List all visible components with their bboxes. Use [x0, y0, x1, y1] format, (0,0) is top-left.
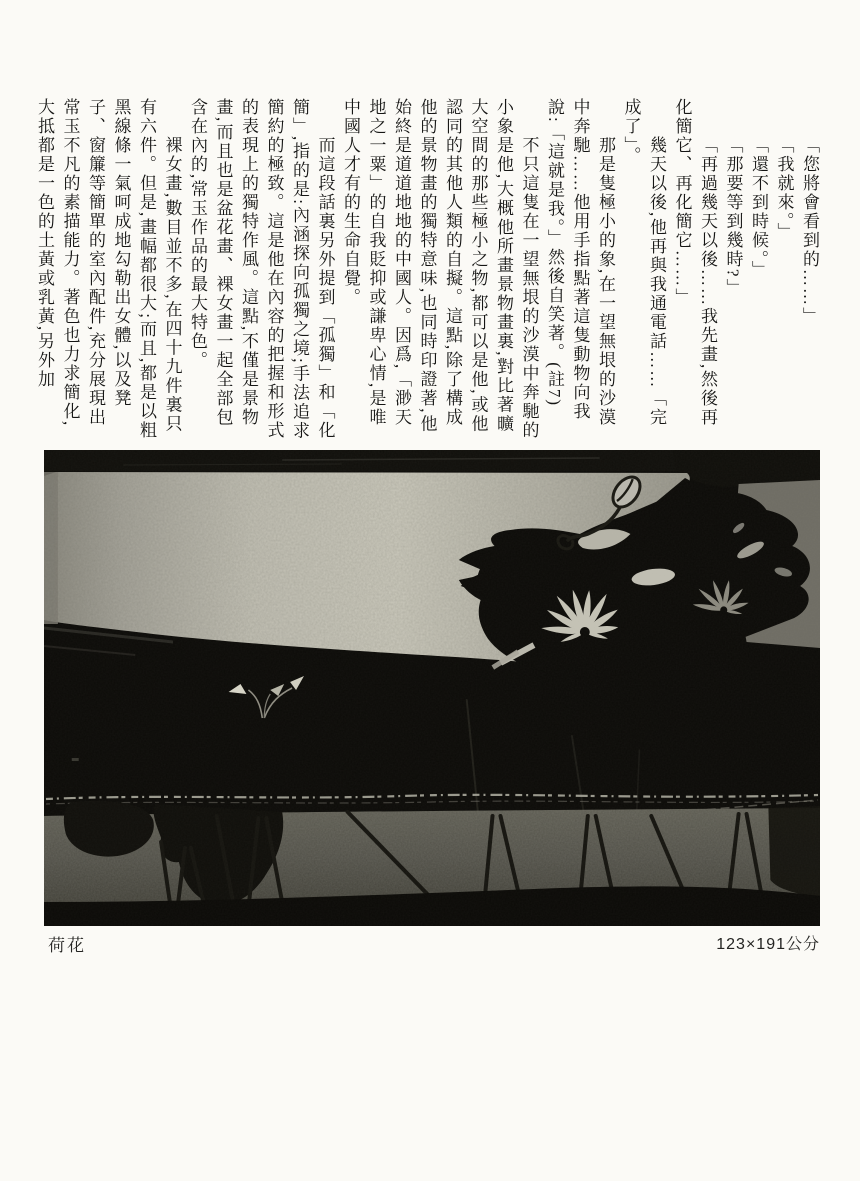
paragraph: 「還不到時候。」	[749, 136, 768, 280]
figure-caption-title: 荷花	[48, 936, 86, 955]
paragraph: 而這段話裏另外提到「孤獨」和「化簡」,指的是:內涵探向孤獨之境;手法追求簡約的極致。這是他在內容的把握和形式的表現上的獨特作風。這點,不僅是景物畫,而且也是盆花畫、裸女畫一起全部包含在內的,常玉作品的最大特色。	[188, 98, 335, 441]
paragraph: 那是隻極小的象,在一望無垠的沙漠中奔馳……他用手指點著這隻動物向我說:「這就是我。」然後自笑著。(註7)	[545, 98, 615, 428]
paragraph: 「再過幾天以後……我先畫,然後再化簡它、再化簡它……」	[672, 98, 717, 428]
plate-figure	[44, 450, 820, 926]
figure-caption-row	[48, 931, 820, 956]
paragraph: 「您將會看到的……」	[800, 136, 819, 326]
figure-caption-dimensions: 123×191公分	[716, 936, 820, 953]
paragraph: 幾天以後,他再與我通電話……「完成了」。	[621, 98, 666, 428]
lotus-painting	[44, 450, 820, 926]
article-text-block	[28, 98, 822, 445]
paragraph: 裸女畫,數目並不多,在四十九件裏只有六件。但是,畫幅都很大;而且,都是以粗黑線條一氣呵成地勾勒出女體,以及凳子、窗簾等簡單的室內配件,充分展現出常玉不凡的素描能力。著色也力求簡化,大抵都是一色的土黃或乳黃,另外加	[35, 98, 182, 441]
paragraph: 不只這隻在一望無垠的沙漠中奔馳的小象是他,大概他所畫景物畫裏,對比著曠大空間的那些極小之物,都可以是他,或他認同的其他人類的自擬。這點,除了構成他的景物畫的獨特意味,也同時印證著,他始終是道道地地的中國人。因爲,「渺天地之一粟」的自我貶抑或謙卑心情,是唯中國人才有的生命自覺。	[341, 98, 539, 440]
grain-overlay	[44, 450, 820, 926]
paragraph: 「那要等到幾時?」	[723, 136, 743, 298]
paragraph: 「我就來。」	[774, 136, 794, 242]
